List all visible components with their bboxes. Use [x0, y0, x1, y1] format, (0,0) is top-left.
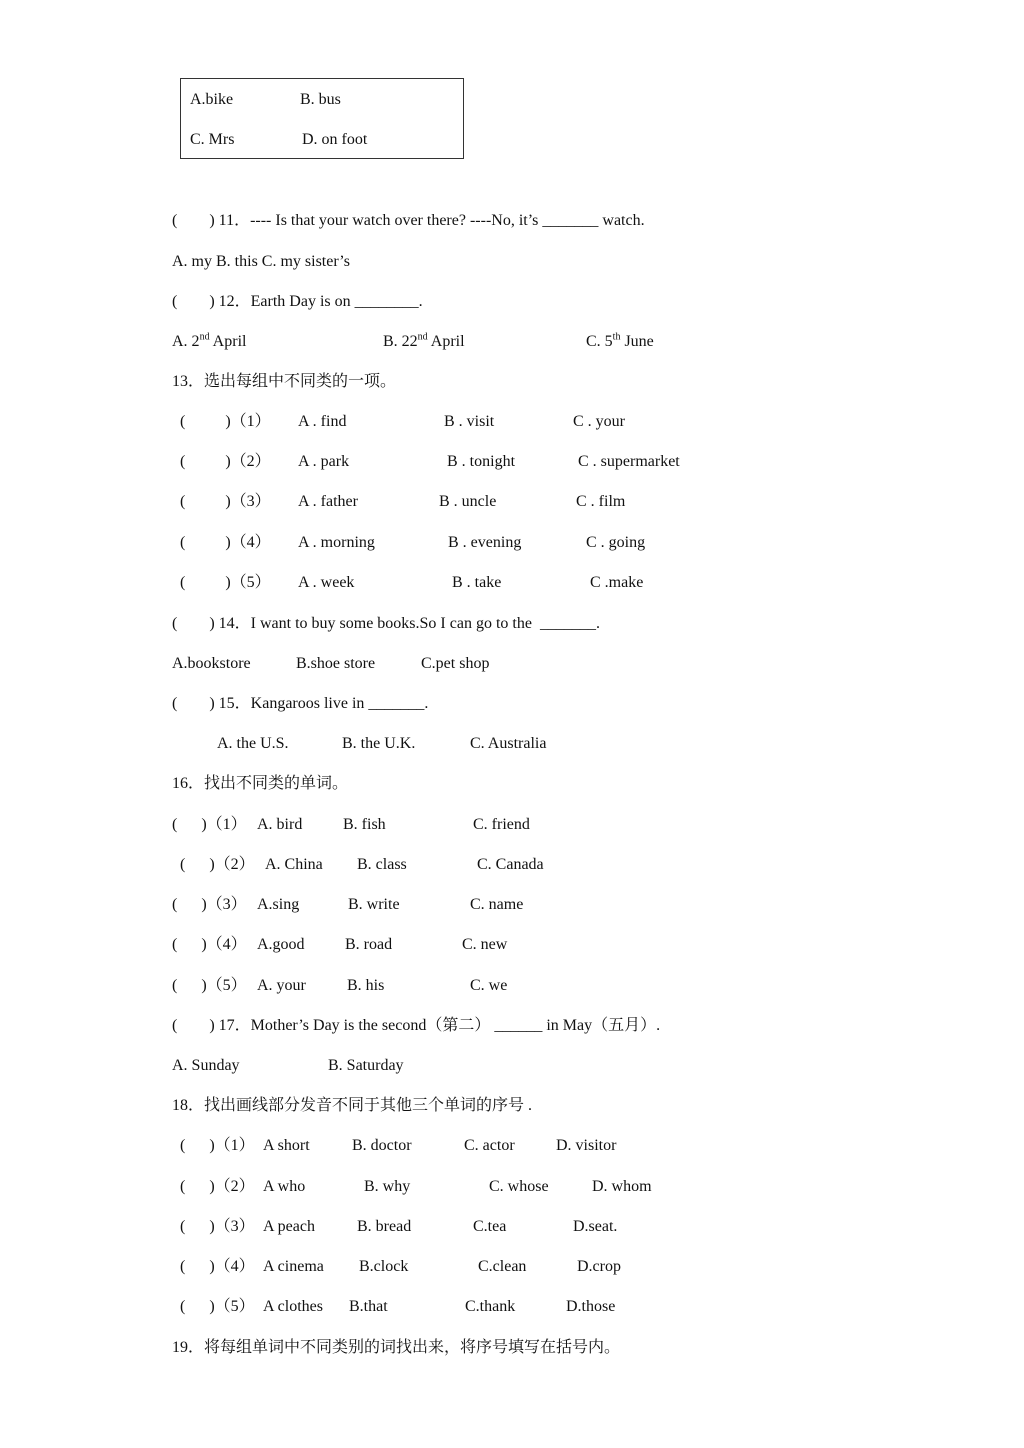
q18-row-2-d: D. whom [592, 1178, 652, 1195]
q18-row-3-number: ( )（3） [180, 1218, 255, 1235]
q16-row-4-b: B. road [345, 936, 393, 953]
question-13-title: 13．选出每组中不同类的一项。 [172, 373, 397, 390]
q18-row-5-c: C.thank [465, 1298, 516, 1315]
q13-row-2-number: ( )（2） [180, 453, 271, 470]
q18-row-4-b: B.clock [359, 1258, 409, 1275]
q18-row-1-d: D. visitor [556, 1137, 617, 1154]
q13-row-3-a: A . father [298, 493, 358, 510]
q13-row-5-a: A . week [298, 574, 355, 591]
q13-row-3-c: C . film [576, 493, 626, 510]
q18-row-1-c: C. actor [464, 1137, 515, 1154]
q16-row-5-c: C. we [470, 977, 508, 994]
q16-row-1-c: C. friend [473, 816, 530, 833]
question-15: ( ) 15．Kangaroos live in _______. [172, 695, 429, 712]
q18-row-4-a: A cinema [263, 1258, 324, 1275]
q16-row-2-number: ( )（2） [180, 856, 255, 873]
question-12-option-c: C. 5th June [586, 331, 654, 350]
q16-row-3-b: B. write [348, 896, 400, 913]
question-17-option-a: A. Sunday [172, 1057, 240, 1074]
q18-row-4-c: C.clean [478, 1258, 527, 1275]
q13-row-5-number: ( )（5） [180, 574, 271, 591]
q16-row-2-b: B. class [357, 856, 407, 873]
q16-row-2-a: A. China [265, 856, 323, 873]
word-bank-option-b: B. bus [300, 91, 341, 108]
q18-row-1-number: ( )（1） [180, 1137, 255, 1154]
q13-row-1-number: ( )（1） [180, 413, 271, 430]
q18-row-2-a: A who [263, 1178, 306, 1195]
question-17-option-b: B. Saturday [328, 1057, 404, 1074]
q13-row-2-c: C . supermarket [578, 453, 680, 470]
q16-row-3-a: A.sing [257, 896, 300, 913]
question-17: ( ) 17．Mother’s Day is the second（第二） ______ in May（五月）. [172, 1017, 661, 1034]
q13-row-1-c: C . your [573, 413, 625, 430]
q16-row-1-b: B. fish [343, 816, 386, 833]
question-16-title: 16．找出不同类的单词。 [172, 775, 349, 792]
q13-row-4-number: ( )（4） [180, 534, 271, 551]
q18-row-3-b: B. bread [357, 1218, 412, 1235]
q16-row-1-number: ( )（1） [172, 816, 247, 833]
question-14-option-a: A.bookstore [172, 655, 251, 672]
question-14-option-b: B.shoe store [296, 655, 376, 672]
question-19-title: 19．将每组单词中不同类别的词找出来，将序号填写在括号内。 [172, 1339, 621, 1356]
q18-row-5-a: A clothes [263, 1298, 323, 1315]
question-18-title: 18．找出画线部分发音不同于其他三个单词的序号 . [172, 1097, 533, 1114]
q16-row-4-a: A.good [257, 936, 305, 953]
q16-row-4-number: ( )（4） [172, 936, 247, 953]
q16-row-3-c: C. name [470, 896, 524, 913]
q18-row-5-d: D.those [566, 1298, 616, 1315]
q18-row-4-number: ( )（4） [180, 1258, 255, 1275]
q18-row-5-number: ( )（5） [180, 1298, 255, 1315]
q13-row-4-b: B . evening [448, 534, 522, 551]
q16-row-4-c: C. new [462, 936, 508, 953]
q16-row-5-number: ( )（5） [172, 977, 247, 994]
q13-row-5-b: B . take [452, 574, 502, 591]
q13-row-3-number: ( )（3） [180, 493, 271, 510]
question-15-option-a: A. the U.S. [217, 735, 289, 752]
q18-row-2-b: B. why [364, 1178, 411, 1195]
q18-row-5-b: B.that [349, 1298, 388, 1315]
q13-row-1-a: A . find [298, 413, 347, 430]
q16-row-3-number: ( )（3） [172, 896, 247, 913]
question-15-option-b: B. the U.K. [342, 735, 416, 752]
q18-row-2-number: ( )（2） [180, 1178, 255, 1195]
q18-row-2-c: C. whose [489, 1178, 549, 1195]
q16-row-5-a: A. your [257, 977, 306, 994]
q13-row-2-a: A . park [298, 453, 350, 470]
question-12: ( ) 12．Earth Day is on ________. [172, 293, 423, 310]
q18-row-3-c: C.tea [473, 1218, 507, 1235]
q13-row-3-b: B . uncle [439, 493, 497, 510]
question-15-option-c: C. Australia [470, 735, 547, 752]
question-14: ( ) 14．I want to buy some books.So I can go to the _______. [172, 615, 600, 632]
q18-row-1-b: B. doctor [352, 1137, 412, 1154]
q18-row-4-d: D.crop [577, 1258, 621, 1275]
q16-row-1-a: A. bird [257, 816, 303, 833]
q13-row-5-c: C .make [590, 574, 644, 591]
question-12-option-b: B. 22nd April [383, 331, 465, 350]
q18-row-3-d: D.seat. [573, 1218, 618, 1235]
q13-row-4-c: C . going [586, 534, 646, 551]
question-14-option-c: C.pet shop [421, 655, 490, 672]
question-11: ( ) 11．---- Is that your watch over there? ----No, it’s _______ watch. [172, 212, 645, 229]
word-bank-option-a: A.bike [190, 91, 234, 108]
q18-row-1-a: A short [263, 1137, 310, 1154]
q18-row-3-a: A peach [263, 1218, 315, 1235]
question-11-options: A. my B. this C. my sister’s [172, 253, 350, 270]
q16-row-5-b: B. his [347, 977, 385, 994]
word-bank-option-c: C. Mrs [190, 131, 235, 148]
word-bank-option-d: D. on foot [302, 131, 368, 148]
q13-row-1-b: B . visit [444, 413, 495, 430]
question-12-option-a: A. 2nd April [172, 331, 247, 350]
q13-row-2-b: B . tonight [447, 453, 516, 470]
q16-row-2-c: C. Canada [477, 856, 544, 873]
q13-row-4-a: A . morning [298, 534, 375, 551]
